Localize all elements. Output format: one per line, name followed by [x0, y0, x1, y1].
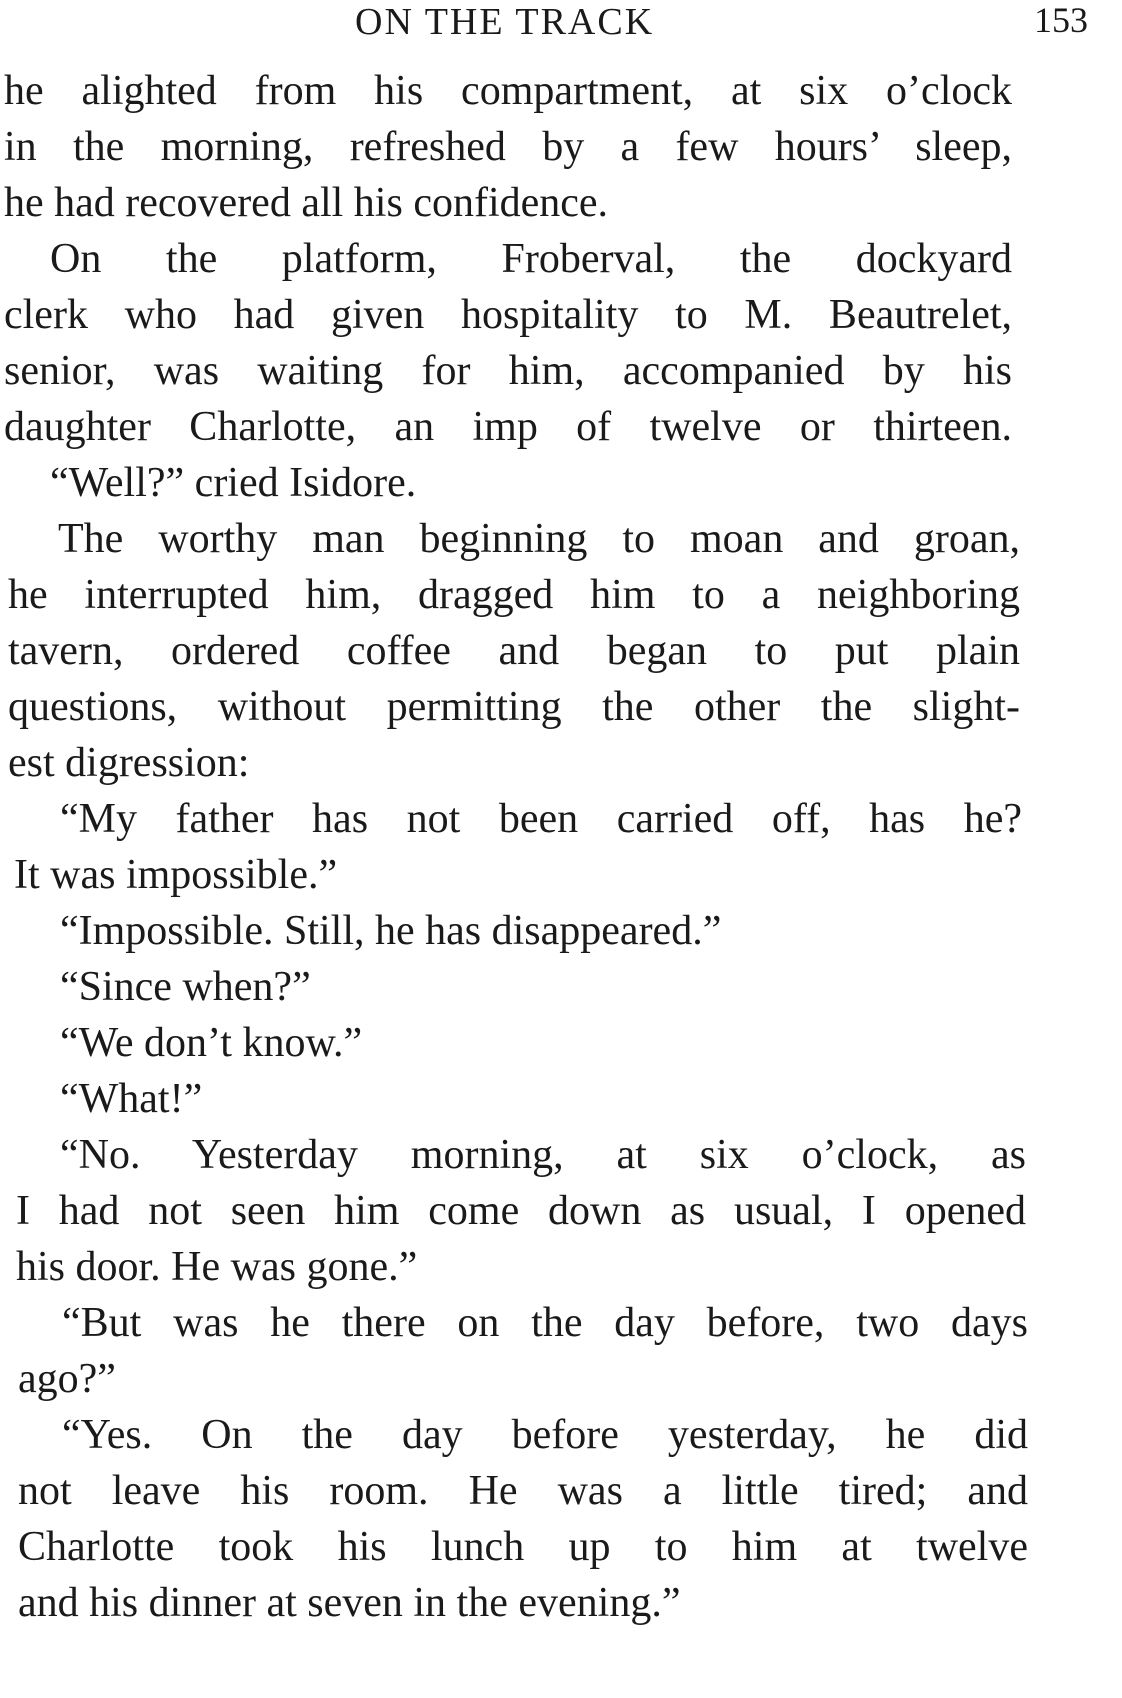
- text-line: “Since when?”: [60, 964, 311, 1010]
- text-line: he interrupted him, dragged him to a neighboring: [8, 572, 1020, 618]
- text-line: senior, was waiting for him, accompanied by his: [4, 348, 1012, 394]
- text-line: clerk who had given hospitality to M. Beautrelet,: [4, 292, 1012, 338]
- text-line: “What!”: [60, 1076, 203, 1122]
- text-line: his door. He was gone.”: [16, 1244, 418, 1290]
- text-line: On the platform, Froberval, the dockyard: [50, 236, 1012, 282]
- text-line: “My father has not been carried off, has he?: [60, 796, 1022, 842]
- text-line: “No. Yesterday morning, at six o’clock, as: [60, 1132, 1026, 1178]
- page-number: 153: [1034, 0, 1088, 40]
- text-line: est digression:: [8, 740, 250, 786]
- text-line: and his dinner at seven in the evening.”: [18, 1580, 681, 1626]
- text-line: not leave his room. He was a little tired; and: [18, 1468, 1028, 1514]
- running-title: ON THE TRACK: [355, 1, 655, 43]
- text-line: “But was he there on the day before, two days: [62, 1300, 1028, 1346]
- text-line: It was impossible.”: [14, 852, 338, 898]
- text-line: he had recovered all his confidence.: [4, 180, 609, 226]
- text-line: ago?”: [18, 1356, 116, 1402]
- text-line: tavern, ordered coffee and began to put plain: [8, 628, 1020, 674]
- text-line: Charlotte took his lunch up to him at twelve: [18, 1524, 1028, 1570]
- text-line: daughter Charlotte, an imp of twelve or thirteen.: [4, 404, 1012, 450]
- text-line: “Impossible. Still, he has disappeared.”: [60, 908, 722, 954]
- text-line: “Yes. On the day before yesterday, he did: [62, 1412, 1028, 1458]
- text-line: in the morning, refreshed by a few hours’ sleep,: [4, 124, 1012, 170]
- text-line: he alighted from his compartment, at six o’clock: [4, 68, 1012, 114]
- text-line: I had not seen him come down as usual, I opened: [16, 1188, 1026, 1234]
- text-line: “Well?” cried Isidore.: [50, 460, 417, 506]
- text-line: “We don’t know.”: [60, 1020, 363, 1066]
- text-line: The worthy man beginning to moan and groan,: [58, 516, 1020, 562]
- text-line: questions, without permitting the other the slight-: [8, 684, 1020, 730]
